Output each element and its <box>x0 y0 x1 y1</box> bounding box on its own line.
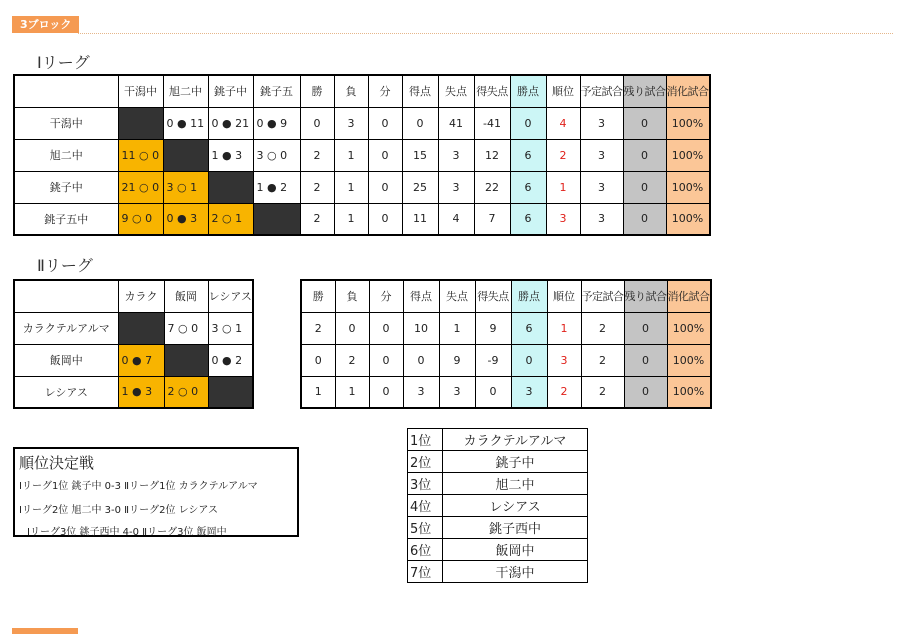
match-result: 3 ○ 0 <box>253 139 300 171</box>
stat-draw: 0 <box>369 376 403 408</box>
match-result: 0 ● 2 <box>208 344 253 376</box>
standing-team: 銚子西中 <box>443 517 588 539</box>
standing-row <box>408 495 588 517</box>
stat-draw: 0 <box>369 312 403 344</box>
team-name: 飯岡中 <box>14 344 118 376</box>
stat-scheduled: 3 <box>580 139 623 171</box>
match-result: 9 ○ 0 <box>118 203 163 235</box>
table-row <box>14 171 710 203</box>
stat-scheduled: 3 <box>580 107 623 139</box>
match-result: 0 ● 7 <box>118 344 164 376</box>
stat-pts: 6 <box>510 139 546 171</box>
stat-scheduled: 3 <box>580 203 623 235</box>
stat-draw: 0 <box>368 171 402 203</box>
stat-draw: 0 <box>369 344 403 376</box>
stat-rank: 3 <box>546 203 580 235</box>
stat-rank: 4 <box>546 107 580 139</box>
stat-loss: 2 <box>335 344 369 376</box>
col-header-stat: 分 <box>368 75 402 107</box>
stat-gd: -41 <box>474 107 510 139</box>
stat-win: 2 <box>301 312 335 344</box>
stat-remaining: 0 <box>624 312 667 344</box>
block-label: 3ブロック <box>12 16 79 33</box>
final-standings-table <box>407 428 588 583</box>
stat-gd: -9 <box>475 344 511 376</box>
standing-team: 旭二中 <box>443 473 588 495</box>
col-header-team: 旭二中 <box>163 75 208 107</box>
table-row <box>301 312 711 344</box>
stat-progress: 100% <box>666 203 710 235</box>
league2-stats-table <box>300 279 712 409</box>
final-box <box>13 447 299 537</box>
standing-row <box>408 561 588 583</box>
col-header-stat: 勝 <box>300 75 334 107</box>
standing-position: 6位 <box>408 539 443 561</box>
standing-position: 2位 <box>408 451 443 473</box>
header-blank <box>14 75 118 107</box>
stat-progress: 100% <box>667 344 711 376</box>
col-header-stat: 予定試合 <box>581 280 624 312</box>
stat-win: 2 <box>300 203 334 235</box>
standing-row <box>408 517 588 539</box>
stat-ga: 3 <box>438 139 474 171</box>
match-result: 2 ○ 1 <box>208 203 253 235</box>
stat-gf: 3 <box>403 376 439 408</box>
stat-gf: 15 <box>402 139 438 171</box>
col-header-stat: 得失点 <box>475 280 511 312</box>
stat-ga: 4 <box>438 203 474 235</box>
stat-scheduled: 2 <box>581 312 624 344</box>
stat-gf: 0 <box>403 344 439 376</box>
match-result: 7 ○ 0 <box>164 312 208 344</box>
col-header-stat: 分 <box>369 280 403 312</box>
stat-progress: 100% <box>667 312 711 344</box>
table-row <box>14 139 710 171</box>
standing-row <box>408 473 588 495</box>
stat-scheduled: 3 <box>580 171 623 203</box>
team-name: 旭二中 <box>14 139 118 171</box>
block-divider <box>78 33 893 34</box>
col-header-stat: 得点 <box>403 280 439 312</box>
standing-team: 銚子中 <box>443 451 588 473</box>
col-header-stat: 残り試合 <box>624 280 667 312</box>
stat-loss: 0 <box>335 312 369 344</box>
stat-pts: 3 <box>511 376 547 408</box>
table-row <box>301 376 711 408</box>
stat-win: 2 <box>300 171 334 203</box>
stat-ga: 3 <box>438 171 474 203</box>
final-line: Ⅰリーグ1位 銚子中 0-3 Ⅱリーグ1位 カラクテルアルマ <box>19 481 258 492</box>
match-result <box>208 171 253 203</box>
league2-match-table <box>13 279 254 409</box>
team-name: 銚子中 <box>14 171 118 203</box>
stat-draw: 0 <box>368 203 402 235</box>
standing-position: 3位 <box>408 473 443 495</box>
stat-rank: 2 <box>547 376 581 408</box>
match-result <box>118 107 163 139</box>
stat-gd: 12 <box>474 139 510 171</box>
final-line: Ⅰリーグ3位 銚子西中 4-0 Ⅱリーグ3位 飯岡中 <box>27 527 227 538</box>
table-row <box>14 344 253 376</box>
stat-gf: 10 <box>403 312 439 344</box>
standing-row <box>408 451 588 473</box>
col-header-stat: 残り試合 <box>623 75 666 107</box>
match-result: 1 ● 2 <box>253 171 300 203</box>
standing-position: 5位 <box>408 517 443 539</box>
stat-win: 2 <box>300 139 334 171</box>
col-header-team: レシアス <box>208 280 253 312</box>
col-header-stat: 失点 <box>439 280 475 312</box>
col-header-team: カラク <box>118 280 164 312</box>
match-result <box>118 312 164 344</box>
match-result: 3 ○ 1 <box>163 171 208 203</box>
stat-progress: 100% <box>666 139 710 171</box>
stat-rank: 1 <box>547 312 581 344</box>
stat-rank: 2 <box>546 139 580 171</box>
table-row <box>14 107 710 139</box>
match-result: 0 ● 9 <box>253 107 300 139</box>
stat-pts: 6 <box>510 171 546 203</box>
stat-ga: 9 <box>439 344 475 376</box>
stat-win: 0 <box>301 344 335 376</box>
stat-progress: 100% <box>666 171 710 203</box>
table-row <box>301 344 711 376</box>
stat-loss: 1 <box>334 203 368 235</box>
match-result: 11 ○ 0 <box>118 139 163 171</box>
stat-draw: 0 <box>368 139 402 171</box>
standing-position: 4位 <box>408 495 443 517</box>
col-header-stat: 勝点 <box>510 75 546 107</box>
match-result: 0 ● 3 <box>163 203 208 235</box>
stat-win: 1 <box>301 376 335 408</box>
stat-gd: 9 <box>475 312 511 344</box>
stat-remaining: 0 <box>623 171 666 203</box>
match-result: 0 ● 21 <box>208 107 253 139</box>
match-result <box>163 139 208 171</box>
col-header-stat: 予定試合 <box>580 75 623 107</box>
stat-ga: 3 <box>439 376 475 408</box>
stat-loss: 1 <box>334 139 368 171</box>
standing-row <box>408 429 588 451</box>
stat-gf: 11 <box>402 203 438 235</box>
stat-pts: 0 <box>510 107 546 139</box>
stat-gf: 0 <box>402 107 438 139</box>
standing-team: カラクテルアルマ <box>443 429 588 451</box>
stat-remaining: 0 <box>624 344 667 376</box>
final-title: 順位決定戦 <box>19 454 95 472</box>
next-block-label <box>12 628 78 634</box>
standing-position: 1位 <box>408 429 443 451</box>
stat-progress: 100% <box>667 376 711 408</box>
col-header-stat: 消化試合 <box>666 75 710 107</box>
match-result: 1 ● 3 <box>208 139 253 171</box>
stat-rank: 1 <box>546 171 580 203</box>
stat-loss: 1 <box>334 171 368 203</box>
table-row <box>14 203 710 235</box>
table-row <box>14 376 253 408</box>
league1-title: Ⅰリーグ <box>37 53 90 72</box>
standing-team: 飯岡中 <box>443 539 588 561</box>
match-result: 21 ○ 0 <box>118 171 163 203</box>
stat-win: 0 <box>300 107 334 139</box>
stat-remaining: 0 <box>623 203 666 235</box>
standing-position: 7位 <box>408 561 443 583</box>
stat-pts: 6 <box>511 312 547 344</box>
col-header-stat: 勝点 <box>511 280 547 312</box>
stat-scheduled: 2 <box>581 344 624 376</box>
stat-loss: 3 <box>334 107 368 139</box>
stat-scheduled: 2 <box>581 376 624 408</box>
stat-remaining: 0 <box>623 139 666 171</box>
match-result <box>164 344 208 376</box>
team-name: レシアス <box>14 376 118 408</box>
standing-row <box>408 539 588 561</box>
col-header-stat: 負 <box>335 280 369 312</box>
standing-team: レシアス <box>443 495 588 517</box>
stat-pts: 0 <box>511 344 547 376</box>
stat-ga: 1 <box>439 312 475 344</box>
stat-gd: 22 <box>474 171 510 203</box>
match-result: 3 ○ 1 <box>208 312 253 344</box>
team-name: 干潟中 <box>14 107 118 139</box>
col-header-team: 飯岡 <box>164 280 208 312</box>
stat-loss: 1 <box>335 376 369 408</box>
stat-draw: 0 <box>368 107 402 139</box>
stat-remaining: 0 <box>624 376 667 408</box>
match-result: 0 ● 11 <box>163 107 208 139</box>
league2-title: Ⅱリーグ <box>37 256 93 275</box>
header-blank <box>14 280 118 312</box>
team-name: 銚子五中 <box>14 203 118 235</box>
col-header-stat: 消化試合 <box>667 280 711 312</box>
col-header-stat: 得失点 <box>474 75 510 107</box>
stat-gf: 25 <box>402 171 438 203</box>
col-header-stat: 失点 <box>438 75 474 107</box>
stat-progress: 100% <box>666 107 710 139</box>
final-line: Ⅰリーグ2位 旭二中 3-0 Ⅱリーグ2位 レシアス <box>19 505 218 516</box>
standing-team: 干潟中 <box>443 561 588 583</box>
team-name: カラクテルアルマ <box>14 312 118 344</box>
stat-rank: 3 <box>547 344 581 376</box>
match-result <box>253 203 300 235</box>
col-header-stat: 得点 <box>402 75 438 107</box>
col-header-team: 干潟中 <box>118 75 163 107</box>
league1-table <box>13 74 711 236</box>
match-result <box>208 376 253 408</box>
match-result: 2 ○ 0 <box>164 376 208 408</box>
table-row <box>14 312 253 344</box>
stat-gd: 0 <box>475 376 511 408</box>
col-header-stat: 順位 <box>547 280 581 312</box>
stat-remaining: 0 <box>623 107 666 139</box>
col-header-stat: 負 <box>334 75 368 107</box>
col-header-team: 銚子五 <box>253 75 300 107</box>
col-header-team: 銚子中 <box>208 75 253 107</box>
stat-ga: 41 <box>438 107 474 139</box>
match-result: 1 ● 3 <box>118 376 164 408</box>
stat-gd: 7 <box>474 203 510 235</box>
col-header-stat: 順位 <box>546 75 580 107</box>
col-header-stat: 勝 <box>301 280 335 312</box>
stat-pts: 6 <box>510 203 546 235</box>
